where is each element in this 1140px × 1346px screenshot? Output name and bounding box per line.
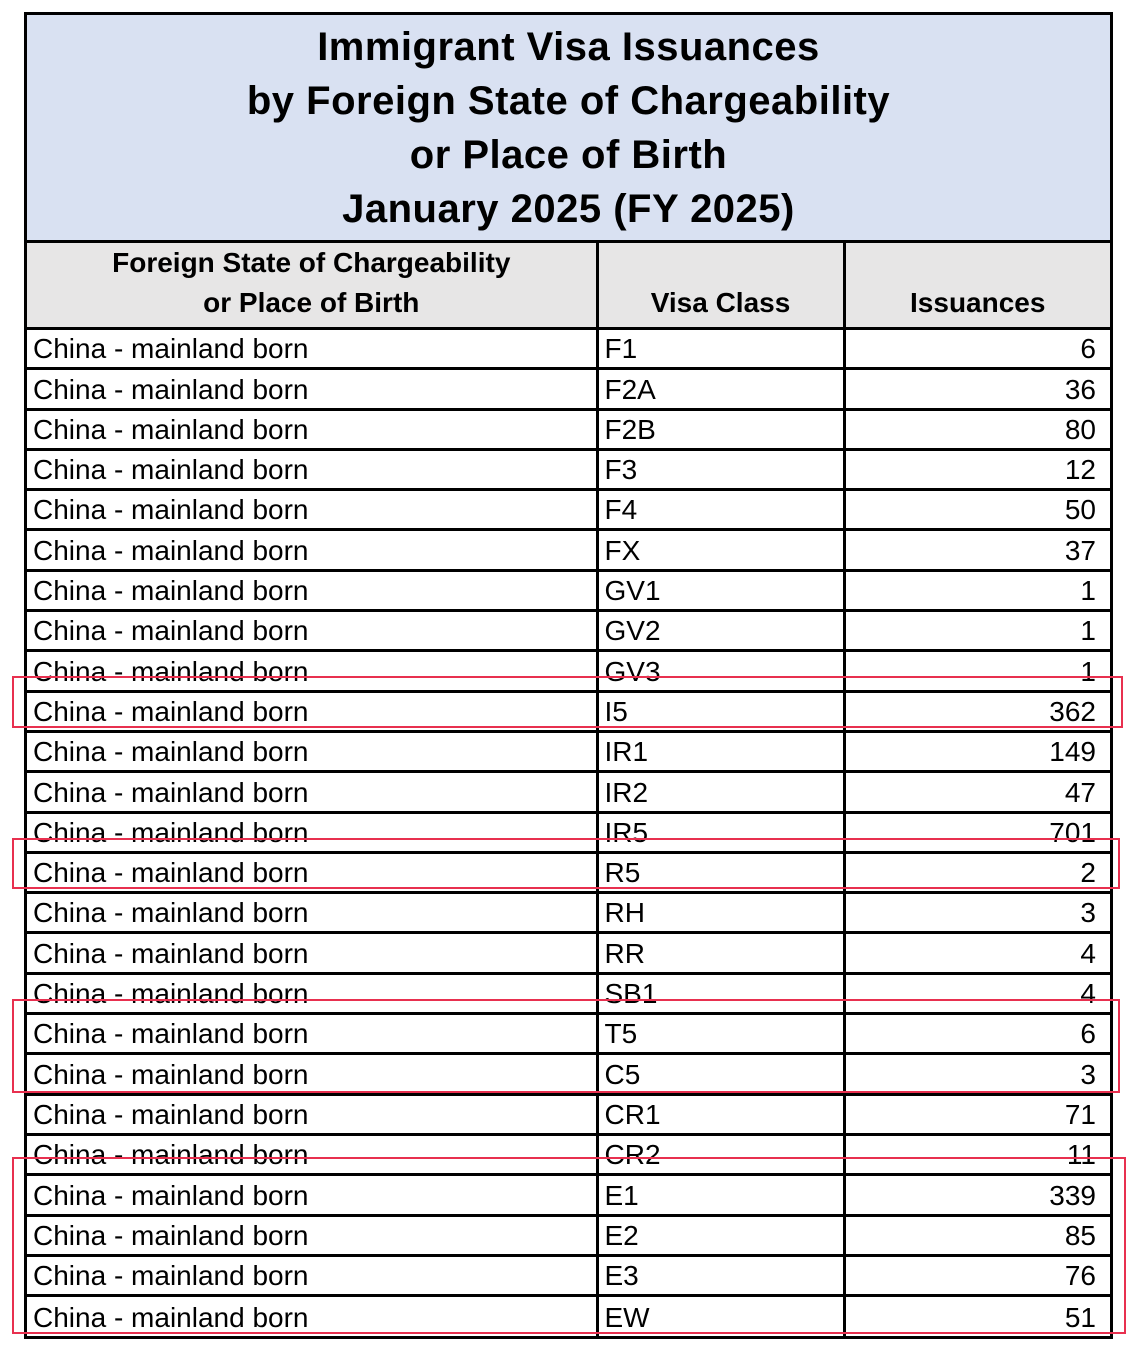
table-row <box>27 1255 1110 1295</box>
cell-visa-class: RR <box>597 933 844 973</box>
table-row <box>27 1296 1110 1336</box>
cell-issuances: 51 <box>844 1296 1110 1336</box>
cell-issuances: 1 <box>844 651 1110 691</box>
table-row <box>27 973 1110 1013</box>
table-row <box>27 449 1110 489</box>
title-line-1: Immigrant Visa Issuances <box>317 24 820 69</box>
table-row <box>27 1014 1110 1054</box>
cell-place: China - mainland born <box>27 1296 597 1336</box>
cell-issuances: 1 <box>844 611 1110 651</box>
table-row <box>27 651 1110 691</box>
title-line-2: by Foreign State of Chargeability <box>246 78 891 123</box>
cell-issuances: 12 <box>844 449 1110 489</box>
table-row <box>27 1134 1110 1174</box>
cell-visa-class: T5 <box>597 1014 844 1054</box>
cell-place: China - mainland born <box>27 1175 597 1215</box>
table-row <box>27 893 1110 933</box>
cell-issuances: 80 <box>844 409 1110 449</box>
cell-visa-class: SB1 <box>597 973 844 1013</box>
cell-place: China - mainland born <box>27 772 597 812</box>
table-row <box>27 1175 1110 1215</box>
cell-place: China - mainland born <box>27 1255 597 1295</box>
cell-visa-class: GV1 <box>597 570 844 610</box>
cell-visa-class: C5 <box>597 1054 844 1094</box>
cell-place: China - mainland born <box>27 449 597 489</box>
cell-issuances: 76 <box>844 1255 1110 1295</box>
header-place-line2: or Place of Birth <box>203 287 420 318</box>
cell-place: China - mainland born <box>27 973 597 1013</box>
title-line-4: January 2025 (FY 2025) <box>342 186 795 231</box>
cell-visa-class: I5 <box>597 691 844 731</box>
cell-visa-class: IR5 <box>597 812 844 852</box>
cell-place: China - mainland born <box>27 329 597 369</box>
cell-visa-class: EW <box>597 1296 844 1336</box>
cell-place: China - mainland born <box>27 852 597 892</box>
cell-place: China - mainland born <box>27 1094 597 1134</box>
table-row <box>27 933 1110 973</box>
table-row <box>27 530 1110 570</box>
cell-place: China - mainland born <box>27 530 597 570</box>
cell-place: China - mainland born <box>27 369 597 409</box>
cell-issuances: 149 <box>844 731 1110 771</box>
cell-visa-class: IR2 <box>597 772 844 812</box>
cell-visa-class: F4 <box>597 490 844 530</box>
cell-issuances: 362 <box>844 691 1110 731</box>
header-place <box>27 243 597 329</box>
cell-visa-class: E1 <box>597 1175 844 1215</box>
cell-issuances: 6 <box>844 1014 1110 1054</box>
cell-visa-class: GV2 <box>597 611 844 651</box>
table-row <box>27 409 1110 449</box>
visa-issuance-sheet <box>24 12 1113 1339</box>
cell-visa-class: RH <box>597 893 844 933</box>
cell-issuances: 71 <box>844 1094 1110 1134</box>
cell-visa-class: E3 <box>597 1255 844 1295</box>
cell-place: China - mainland born <box>27 933 597 973</box>
cell-issuances: 4 <box>844 973 1110 1013</box>
table-row <box>27 329 1110 369</box>
table-row <box>27 611 1110 651</box>
cell-place: China - mainland born <box>27 812 597 852</box>
cell-issuances: 11 <box>844 1134 1110 1174</box>
cell-issuances: 2 <box>844 852 1110 892</box>
table-row <box>27 691 1110 731</box>
cell-place: China - mainland born <box>27 490 597 530</box>
cell-issuances: 37 <box>844 530 1110 570</box>
cell-place: China - mainland born <box>27 570 597 610</box>
table-row <box>27 1094 1110 1134</box>
cell-issuances: 3 <box>844 1054 1110 1094</box>
cell-issuances: 47 <box>844 772 1110 812</box>
table-row <box>27 490 1110 530</box>
table-row <box>27 1215 1110 1255</box>
table-row <box>27 852 1110 892</box>
table-row <box>27 812 1110 852</box>
header-row <box>27 243 1110 329</box>
cell-issuances: 4 <box>844 933 1110 973</box>
header-visa-class: Visa Class <box>597 243 844 329</box>
cell-place: China - mainland born <box>27 611 597 651</box>
cell-visa-class: FX <box>597 530 844 570</box>
cell-place: China - mainland born <box>27 409 597 449</box>
header-issuances: Issuances <box>844 243 1110 329</box>
cell-place: China - mainland born <box>27 731 597 771</box>
cell-place: China - mainland born <box>27 1014 597 1054</box>
cell-visa-class: F3 <box>597 449 844 489</box>
cell-place: China - mainland born <box>27 651 597 691</box>
cell-visa-class: CR2 <box>597 1134 844 1174</box>
cell-visa-class: F1 <box>597 329 844 369</box>
table-row <box>27 369 1110 409</box>
cell-place: China - mainland born <box>27 893 597 933</box>
cell-issuances: 339 <box>844 1175 1110 1215</box>
cell-place: China - mainland born <box>27 1215 597 1255</box>
cell-visa-class: E2 <box>597 1215 844 1255</box>
cell-issuances: 1 <box>844 570 1110 610</box>
cell-visa-class: R5 <box>597 852 844 892</box>
table-row <box>27 772 1110 812</box>
title-block <box>27 15 1110 243</box>
cell-place: China - mainland born <box>27 691 597 731</box>
cell-issuances: 85 <box>844 1215 1110 1255</box>
cell-place: China - mainland born <box>27 1054 597 1094</box>
cell-issuances: 6 <box>844 329 1110 369</box>
cell-visa-class: F2B <box>597 409 844 449</box>
cell-issuances: 36 <box>844 369 1110 409</box>
cell-issuances: 701 <box>844 812 1110 852</box>
header-place-line1: Foreign State of Chargeability <box>112 247 511 278</box>
table-row <box>27 1054 1110 1094</box>
cell-visa-class: GV3 <box>597 651 844 691</box>
cell-issuances: 50 <box>844 490 1110 530</box>
cell-visa-class: IR1 <box>597 731 844 771</box>
title-line-3: or Place of Birth <box>409 132 728 177</box>
cell-visa-class: F2A <box>597 369 844 409</box>
table-body <box>27 329 1110 1336</box>
table-row <box>27 731 1110 771</box>
cell-issuances: 3 <box>844 893 1110 933</box>
issuance-table <box>27 243 1110 1336</box>
cell-visa-class: CR1 <box>597 1094 844 1134</box>
cell-place: China - mainland born <box>27 1134 597 1174</box>
table-row <box>27 570 1110 610</box>
